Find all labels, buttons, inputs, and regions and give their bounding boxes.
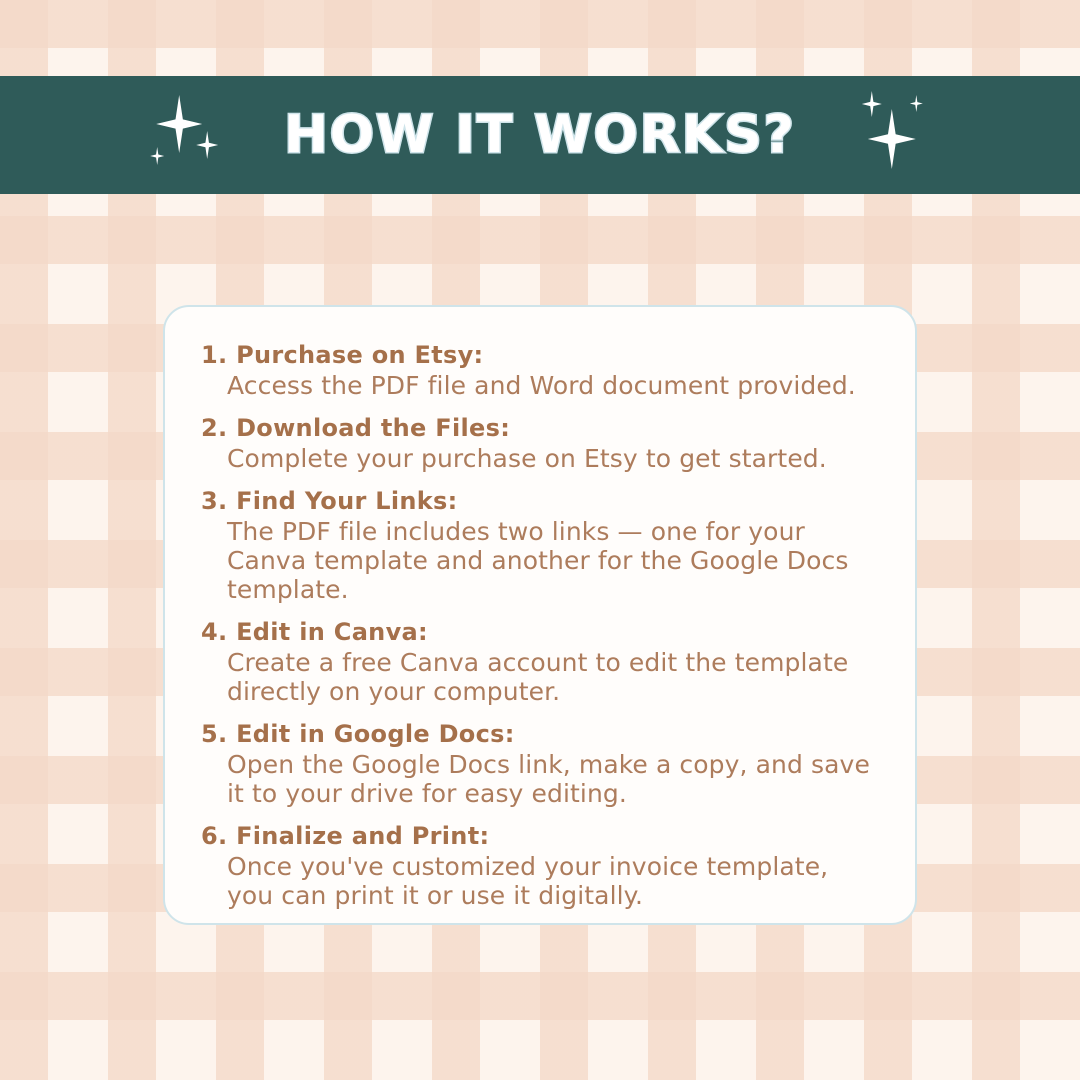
sparkle-icon-small (150, 147, 164, 165)
list-item (201, 822, 875, 910)
step-title: Find Your Links: (236, 487, 458, 515)
step-number: 2. (201, 414, 237, 442)
list-item (201, 341, 875, 400)
sparkle-icon (840, 87, 936, 183)
step-heading (201, 720, 875, 748)
step-number: 5. (201, 720, 237, 748)
sparkle-icon (144, 87, 240, 183)
header-banner-inner (0, 87, 1080, 183)
step-description: Open the Google Docs link, make a copy, and save it to your drive for easy editing. (227, 750, 870, 808)
step-number: 4. (201, 618, 237, 646)
sparkle-icon-medium (862, 91, 882, 117)
step-title: Finalize and Print: (236, 822, 490, 850)
step-description: Once you've customized your invoice template, you can print it or use it digitally. (227, 852, 829, 910)
list-item (201, 720, 875, 808)
step-title: Edit in Canva: (236, 618, 428, 646)
step-description: The PDF file includes two links — one for your Canva template and another for the Google Docs template. (227, 517, 849, 604)
step-title: Edit in Google Docs: (236, 720, 515, 748)
sparkle-icon-large (156, 95, 202, 153)
sparkle-icon-small (910, 95, 923, 112)
step-heading (201, 618, 875, 646)
step-number: 1. (201, 341, 237, 369)
step-title: Download the Files: (236, 414, 511, 442)
list-item (201, 414, 875, 473)
sparkle-icon-medium (196, 131, 218, 159)
sparkle-icon-large (868, 109, 916, 169)
step-description: Complete your purchase on Etsy to get started. (227, 444, 827, 473)
step-heading (201, 341, 875, 369)
step-title: Purchase on Etsy: (236, 341, 484, 369)
list-item (201, 618, 875, 706)
header-banner (0, 76, 1080, 194)
step-description: Access the PDF file and Word document provided. (227, 371, 856, 400)
step-description: Create a free Canva account to edit the template directly on your computer. (227, 648, 849, 706)
step-heading (201, 487, 875, 515)
steps-list (201, 341, 875, 910)
step-heading (201, 414, 875, 442)
step-heading (201, 822, 875, 850)
step-number: 6. (201, 822, 237, 850)
steps-card (163, 305, 917, 925)
list-item (201, 487, 875, 604)
step-number: 3. (201, 487, 237, 515)
page-title: HOW IT WORKS? (284, 105, 796, 165)
